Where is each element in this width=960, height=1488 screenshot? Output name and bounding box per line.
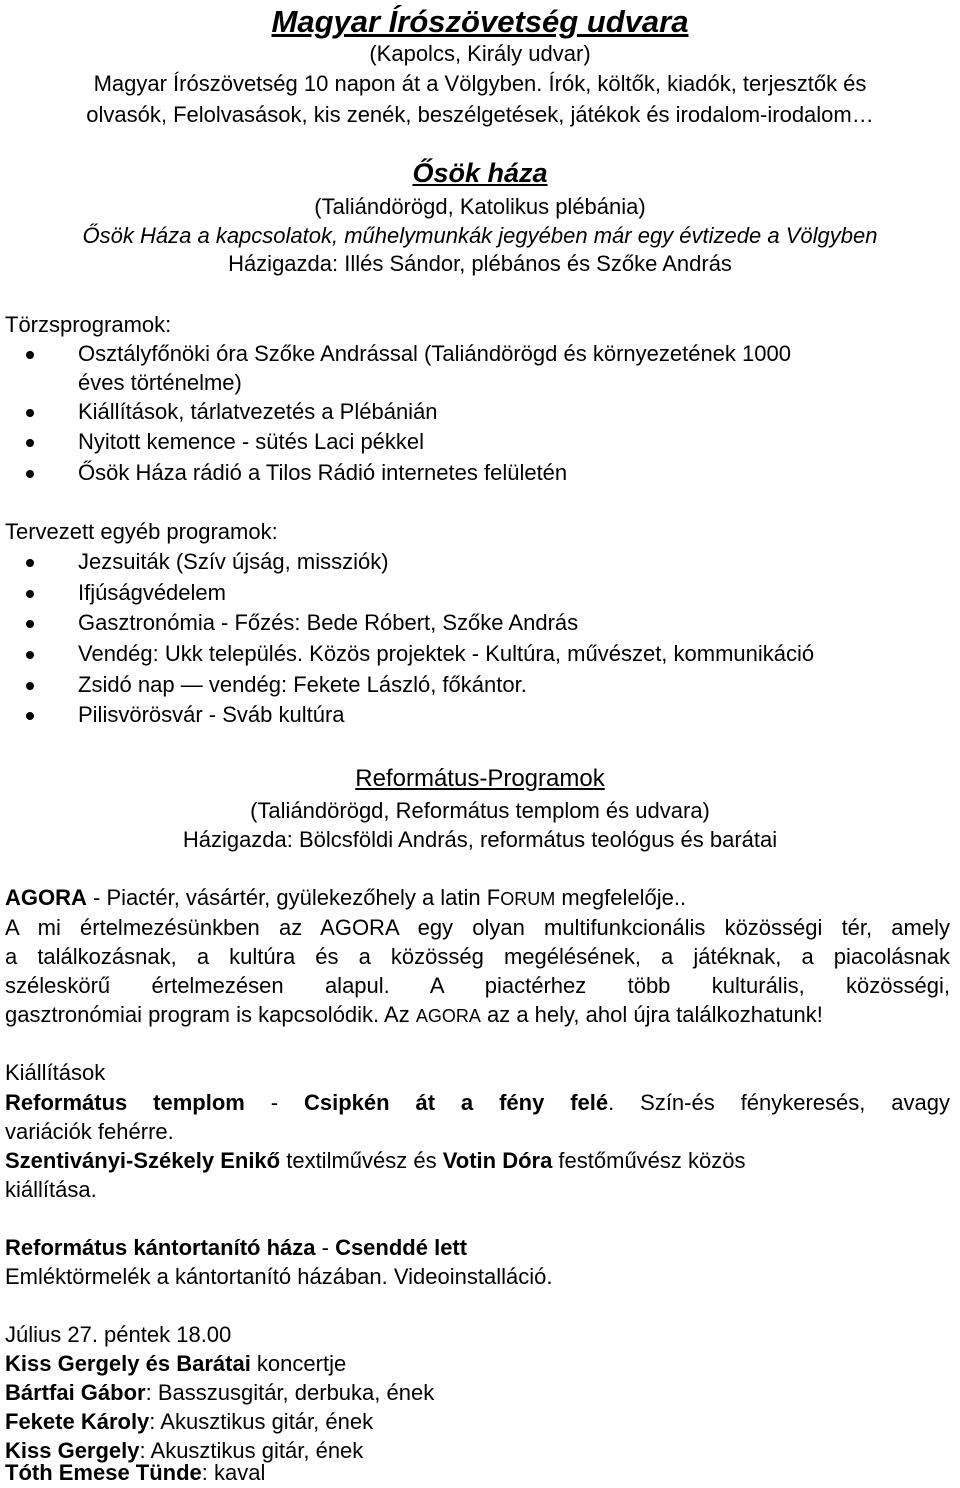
exhibition-item: Református templom - Csipkén át a fény felé. Szín-és fénykeresés, avagy (5, 1090, 950, 1115)
list-item: Kiállítások, tárlatvezetés a Plébánián (78, 399, 438, 424)
agora-paragraph: A mi értelmezésünkben az AGORA egy olyan multifunkcionális közösségi tér, amely (5, 915, 950, 940)
exhibition-item: kiállítása. (5, 1177, 97, 1202)
section-subtitle: (Taliándörögd, Katolikus plébánia) (314, 194, 646, 219)
kantor-house-description: Emléktörmelék a kántortanító házában. Videoinstalláció. (5, 1264, 553, 1289)
event-date: Július 27. péntek 18.00 (5, 1322, 232, 1347)
musician-item: Bártfai Gábor: Basszusgitár, derbuka, ének (5, 1380, 435, 1405)
section-title-reformatus: Református-Programok (355, 765, 605, 792)
bullet-icon (26, 640, 34, 668)
section-title-irozovetseg: Magyar Írószövetség udvara (271, 4, 689, 39)
list-item: éves történelme) (78, 370, 242, 395)
core-programs-heading: Törzsprogramok: (5, 312, 172, 337)
musician-item: Kiss Gergely: Akusztikus gitár, ének (5, 1438, 364, 1463)
bullet-icon (26, 609, 34, 637)
agora-paragraph: széleskörű értelmezésen alapul. A piactérhez több kulturális, közösségi, (5, 973, 950, 998)
list-item: Nyitott kemence - sütés Laci pékkel (78, 429, 425, 454)
section-description: Magyar Írószövetség 10 napon át a Völgyben. Írók, költők, kiadók, terjesztők és (93, 71, 867, 96)
section-description: olvasók, Felolvasások, kis zenék, beszélgetések, játékok és irodalom-irodalom… (86, 102, 874, 127)
bullet-icon (26, 340, 34, 368)
list-item: Gasztronómia - Főzés: Bede Róbert, Szőke András (78, 610, 579, 635)
concert-title: Kiss Gergely és Barátai koncertje (5, 1351, 347, 1376)
bullet-icon (26, 701, 34, 729)
musician-item: Fekete Károly: Akusztikus gitár, ének (5, 1409, 374, 1434)
exhibition-item: Szentiványi-Székely Enikő textilművész és Votin Dóra festőművész közös (5, 1148, 746, 1173)
bullet-icon (26, 398, 34, 426)
section-host: Házigazda: Bölcsföldi András, református teológus és barátai (182, 827, 778, 852)
bullet-icon (26, 548, 34, 576)
list-item: Pilisvörösvár - Sváb kultúra (78, 702, 345, 727)
list-item: Jezsuiták (Szív újság, missziók) (78, 549, 389, 574)
agora-definition: AGORA - Piactér, vásártér, gyülekezőhely a latin FORUM megfelelője.. (5, 885, 687, 910)
list-item: Ősök Háza rádió a Tilos Rádió internetes felületén (78, 460, 568, 485)
list-item: Zsidó nap — vendég: Fekete László, főkántor. (78, 672, 527, 697)
musician-item: Tóth Emese Tünde: kaval (5, 1460, 266, 1485)
agora-paragraph: a találkozásnak, a kultúra és a közösség megélésének, a játéknak, a piacolásnak (5, 944, 950, 969)
exhibition-item: variációk fehérre. (5, 1119, 174, 1144)
agora-paragraph: gasztronómiai program is kapcsolódik. Az AGORA az a hely, ahol újra találkozhatunk! (5, 1002, 823, 1027)
bullet-icon (26, 671, 34, 699)
list-item: Ifjúságvédelem (78, 580, 226, 605)
section-description: Ősök Háza a kapcsolatok, műhelymunkák jegyében már egy évtizede a Völgyben (82, 223, 878, 248)
bullet-icon (26, 459, 34, 487)
list-item: Vendég: Ukk település. Közös projektek - Kultúra, művészet, kommunikáció (78, 641, 815, 666)
exhibitions-heading: Kiállítások (5, 1060, 106, 1085)
section-title-osok-haza: Ősök háza (412, 158, 548, 188)
kantor-house-item: Református kántortanító háza - Csenddé lett (5, 1235, 468, 1260)
section-subtitle: (Kapolcs, Király udvar) (369, 41, 591, 66)
bullet-icon (26, 428, 34, 456)
agora-term: AGORA (5, 885, 87, 910)
list-item: Osztályfőnöki óra Szőke Andrással (Taliándörögd és környezetének 1000 (78, 341, 791, 366)
section-host: Házigazda: Illés Sándor, plébános és Szőke András (228, 251, 732, 276)
planned-programs-heading: Tervezett egyéb programok: (5, 519, 278, 544)
bullet-icon (26, 579, 34, 607)
section-subtitle: (Taliándörögd, Református templom és udvara) (250, 798, 710, 823)
